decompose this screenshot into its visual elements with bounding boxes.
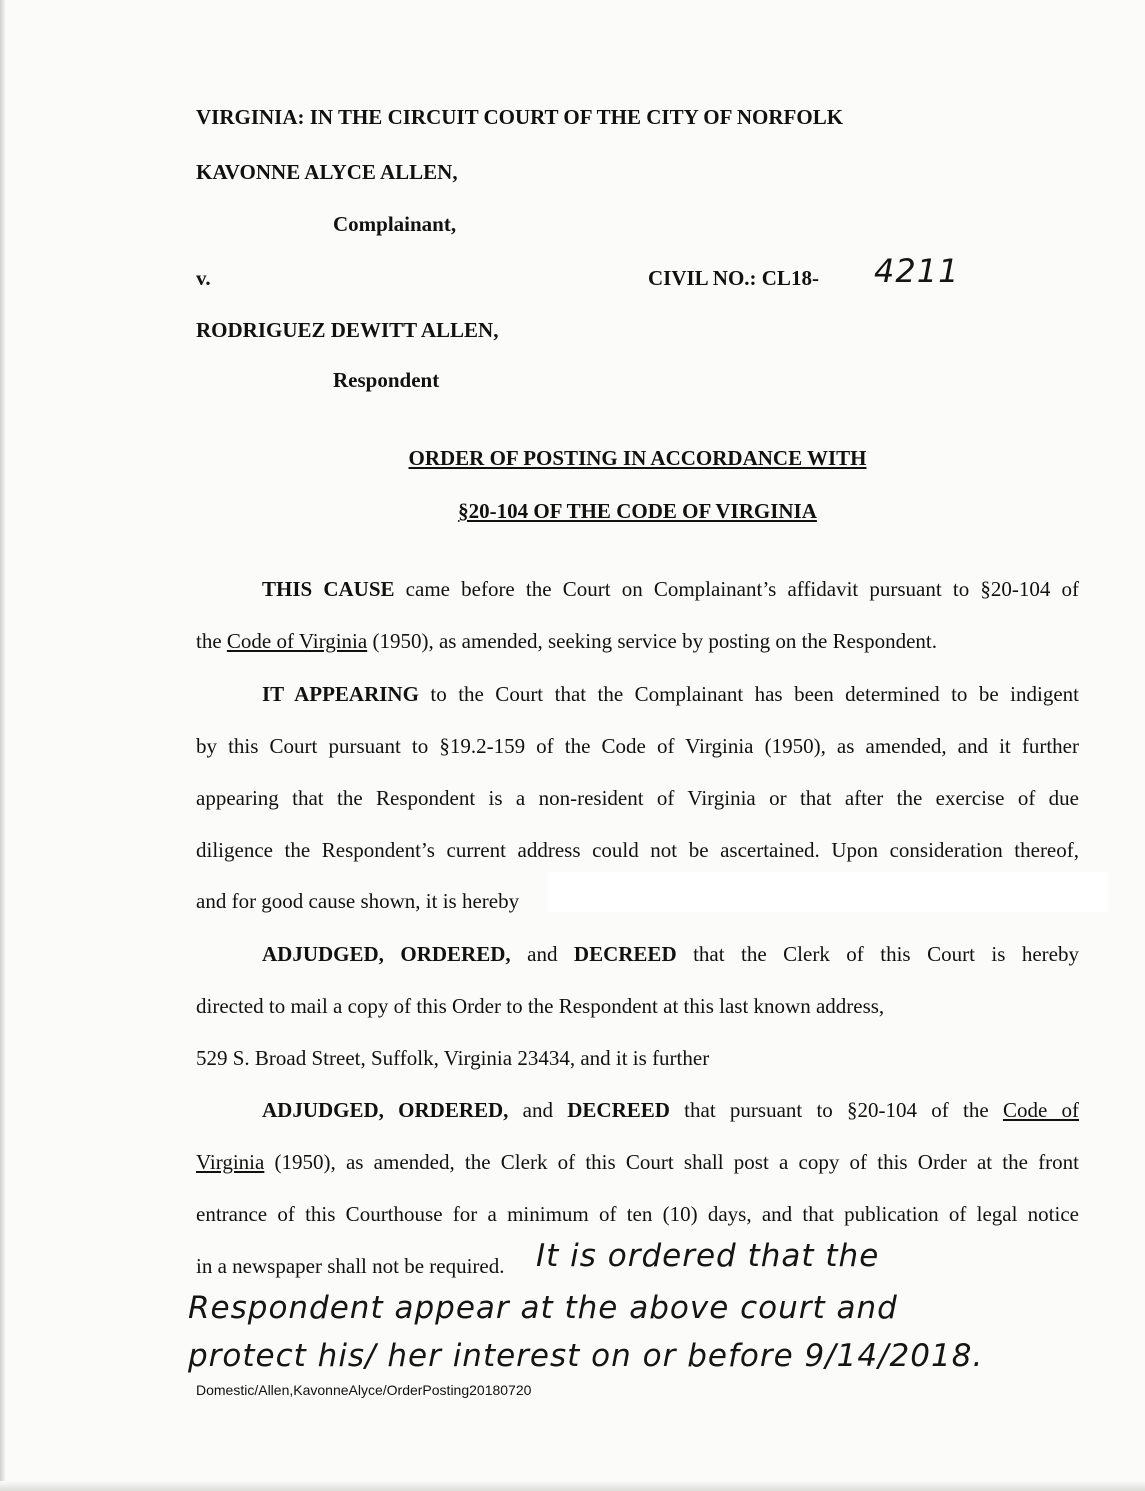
paragraph-2-line-3: appearing that the Respondent is a non-resident of Virginia or that after the exercise of due xyxy=(196,786,1079,810)
paragraph-3-line-2: directed to mail a copy of this Order to the Respondent at this last known address, xyxy=(196,994,885,1018)
and-word: and xyxy=(510,942,574,966)
paragraph-2-line-4: diligence the Respondent’s current address could not be ascertained. Upon consideration thereof, xyxy=(196,838,1079,862)
civil-number-handwritten: 4211 xyxy=(874,252,960,290)
order-title-line1: ORDER OF POSTING IN ACCORDANCE WITH xyxy=(408,446,867,470)
paragraph-2-line-5: and for good cause shown, it is hereby xyxy=(196,889,520,913)
respondent-label: Respondent xyxy=(333,368,440,392)
adjudged-ordered-label: ADJUDGED, ORDERED, xyxy=(262,942,511,966)
complainant-label: Complainant, xyxy=(333,212,457,236)
paragraph-4-line-3: entrance of this Courthouse for a minimum of ten (10) days, and that publication of legal notice xyxy=(196,1202,1079,1226)
decreed-label: DECREED xyxy=(567,1098,670,1122)
correction-tape xyxy=(548,872,1108,912)
adjudged-ordered-label: ADJUDGED, ORDERED, xyxy=(262,1098,509,1122)
scan-shadow-left xyxy=(0,0,6,1491)
paragraph-1-line-2-pre: the xyxy=(196,629,227,653)
order-title-line2: §20-104 OF THE CODE OF VIRGINIA xyxy=(458,499,817,523)
code-of-citation: Code of xyxy=(1002,1098,1080,1122)
code-of-virginia-citation: Code of Virginia xyxy=(226,629,368,653)
paragraph-1-line-2-text: (1950), as amended, seeking service by posting on the Respondent. xyxy=(367,629,937,653)
paragraph-1-line-1-text: came before the Court on Complainant’s affidavit pursuant to §20-104 of xyxy=(394,577,1079,601)
paragraph-1-line-1 xyxy=(196,577,1079,602)
it-appearing-label: IT APPEARING xyxy=(262,682,419,706)
civil-number-label: CIVIL NO.: CL18- xyxy=(648,266,819,290)
paragraph-3-line-1 xyxy=(196,942,1079,967)
document-file-path: Domestic/Allen,KavonneAlyce/OrderPosting20180720 xyxy=(196,1382,532,1398)
decreed-label: DECREED xyxy=(573,942,677,966)
virginia-citation: Virginia xyxy=(196,1150,265,1174)
this-cause-label: THIS CAUSE xyxy=(262,577,395,601)
paragraph-4-line-4: in a newspaper shall not be required. xyxy=(196,1254,505,1278)
paragraph-4-line-2-text: (1950), as amended, the Clerk of this Court shall post a copy of this Order at the front xyxy=(264,1150,1079,1174)
scan-shadow-bottom xyxy=(0,1481,1145,1491)
handwritten-order-line-1: It is ordered that the xyxy=(536,1238,880,1274)
paragraph-1-line-2 xyxy=(196,629,937,654)
handwritten-order-line-2: Respondent appear at the above court and xyxy=(188,1290,898,1326)
versus-label: v. xyxy=(196,266,211,290)
paragraph-3-line-1-text: that the Clerk of this Court is hereby xyxy=(676,942,1079,966)
paragraph-2-line-1-text: to the Court that the Complainant has been determined to be indigent xyxy=(418,682,1079,706)
paragraph-2-line-1 xyxy=(196,682,1079,707)
and-word: and xyxy=(508,1098,568,1122)
complainant-name: KAVONNE ALYCE ALLEN, xyxy=(196,160,458,184)
paragraph-4-line-1 xyxy=(196,1098,1079,1123)
respondent-address: 529 S. Broad Street, Suffolk, Virginia 23434, and it is further xyxy=(196,1046,710,1070)
handwritten-order-line-3: protect his/ her interest on or before 9/14/2018. xyxy=(188,1338,984,1374)
paragraph-4-line-2 xyxy=(196,1150,1079,1175)
paragraph-4-line-1-text: that pursuant to §20-104 of the xyxy=(669,1098,1003,1122)
respondent-name: RODRIGUEZ DEWITT ALLEN, xyxy=(196,318,499,342)
court-heading: VIRGINIA: IN THE CIRCUIT COURT OF THE CITY OF NORFOLK xyxy=(196,105,844,129)
paragraph-2-line-2: by this Court pursuant to §19.2-159 of the Code of Virginia (1950), as amended, and it further xyxy=(196,734,1079,758)
